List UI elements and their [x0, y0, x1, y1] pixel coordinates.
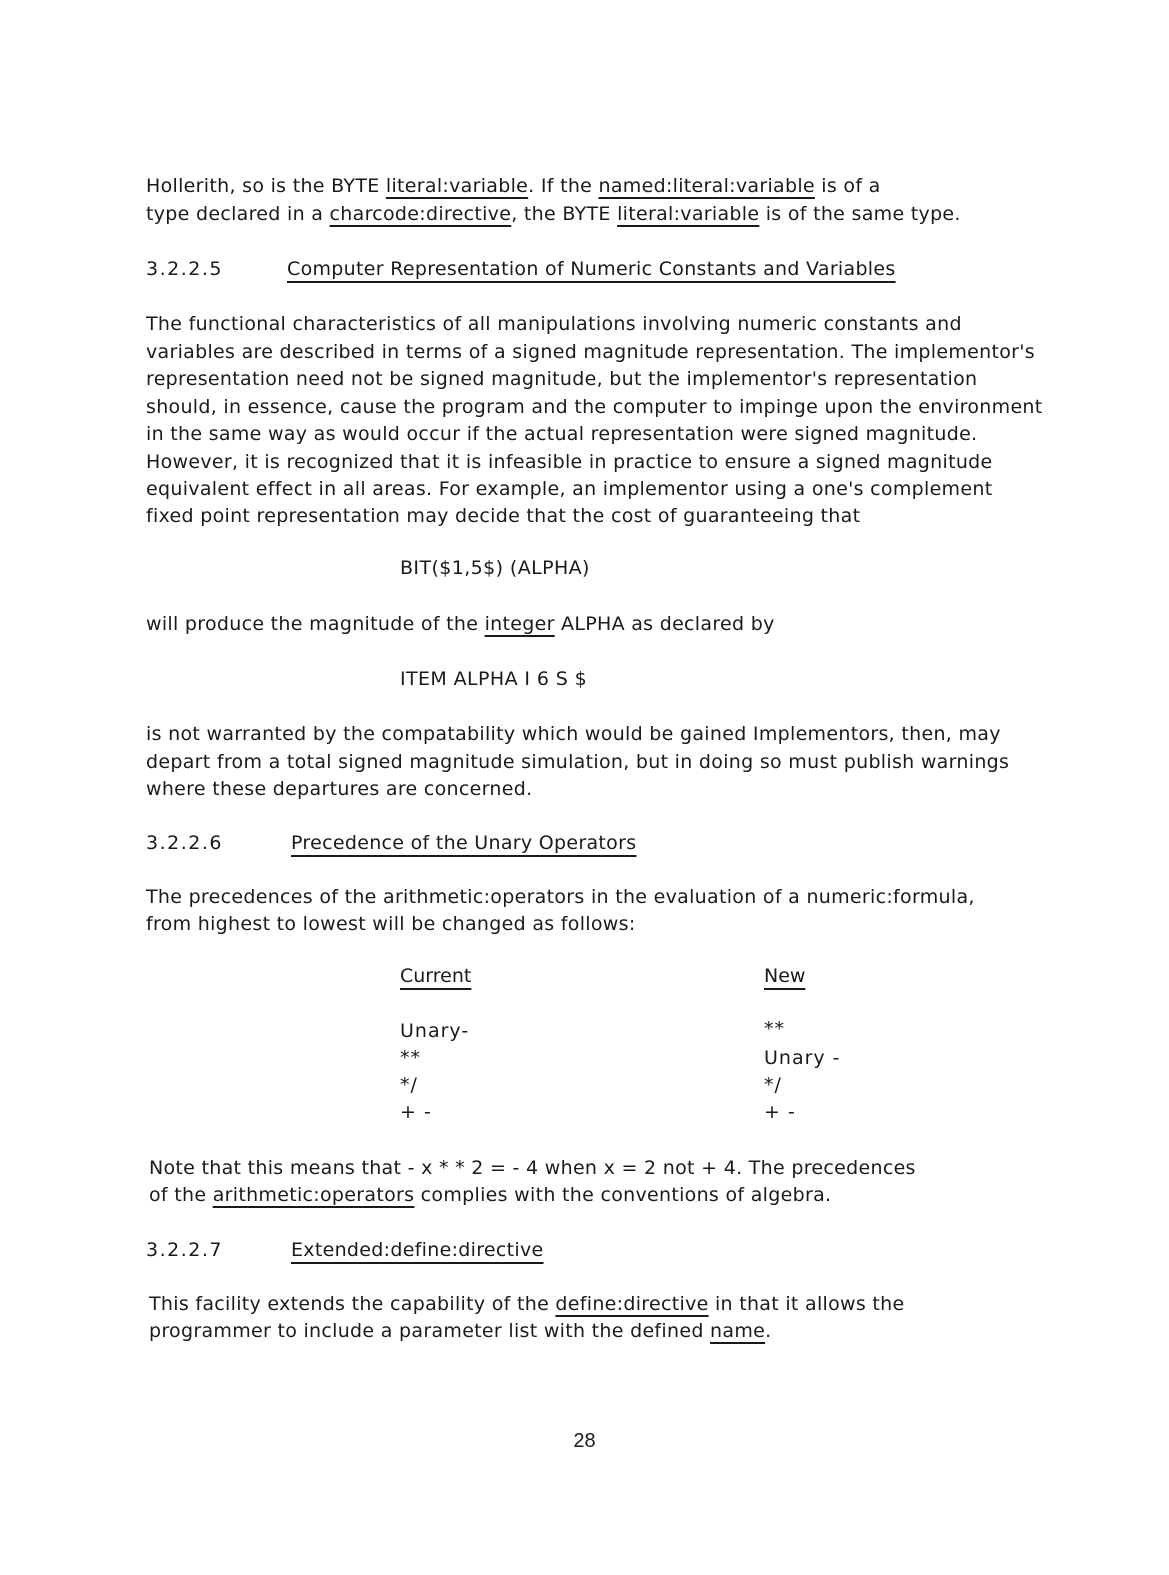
- section-number: 3.2.2.7: [146, 1239, 223, 1261]
- paragraph-line: is not warranted by the compatability which would be gained Implementors, then, may: [146, 723, 1001, 745]
- text-run: . If the: [528, 175, 599, 197]
- section-heading-3-2-2-7: [146, 1237, 666, 1267]
- paragraph-line: The precedences of the arithmetic:operators in the evaluation of a numeric:formula,: [146, 886, 975, 908]
- underlined-term: literal:variable: [617, 203, 760, 225]
- section-heading-3-2-2-6: [146, 830, 666, 860]
- section-title: Precedence of the Unary Operators: [291, 832, 637, 854]
- text-run: This facility extends the capability of the: [149, 1293, 556, 1315]
- column-header-current: Current: [400, 965, 472, 987]
- precedence-item: **: [764, 1018, 785, 1040]
- note-line-1: Note that this means that - x * * 2 = - 4 when x = 2 not + 4. The precedences: [149, 1157, 916, 1179]
- text-run: programmer to include a parameter list with the defined: [149, 1320, 711, 1342]
- paragraph-line: fixed point representation may decide that the cost of guaranteeing that: [146, 505, 861, 527]
- paragraph-line: [149, 1318, 771, 1346]
- paragraph-line: variables are described in terms of a signed magnitude representation. The implementor's: [146, 341, 1035, 363]
- text-run: is of the same type.: [759, 203, 961, 225]
- precedence-item: Unary -: [764, 1047, 841, 1069]
- text-run: ALPHA as declared by: [554, 613, 775, 635]
- text-run: , the BYTE: [511, 203, 618, 225]
- paragraph-line: [146, 611, 775, 639]
- precedence-column-current: [400, 965, 600, 1125]
- column-header-new: New: [764, 965, 806, 987]
- section-title: Extended:define:directive: [291, 1239, 544, 1261]
- text-run: complies with the conventions of algebra.: [414, 1184, 832, 1206]
- paragraph-line: representation need not be signed magnitude, but the implementor's representation: [146, 368, 978, 390]
- paragraph-line: from highest to lowest will be changed as follows:: [146, 913, 636, 935]
- precedence-column-new: [764, 965, 964, 1125]
- underlined-term: literal:variable: [385, 175, 529, 197]
- paragraph-line: The functional characteristics of all manipulations involving numeric constants and: [146, 313, 962, 335]
- section-title: Computer Representation of Numeric Constants and Variables: [287, 258, 896, 280]
- paragraph-line: should, in essence, cause the program and the computer to impinge upon the environment: [146, 396, 1043, 418]
- paragraph-line: [149, 1291, 905, 1319]
- underlined-term: charcode:directive: [329, 203, 512, 225]
- text-run: of the: [149, 1184, 213, 1206]
- text-run: .: [765, 1320, 772, 1342]
- paragraph-line: depart from a total signed magnitude simulation, but in doing so must publish warnings: [146, 751, 1010, 773]
- precedence-item: */: [400, 1074, 418, 1096]
- text-run: is of a: [814, 175, 881, 197]
- text-run: Hollerith, so is the BYTE: [146, 175, 386, 197]
- underlined-term: define:directive: [555, 1293, 709, 1315]
- paragraph-line: However, it is recognized that it is infeasible in practice to ensure a signed magnitude: [146, 451, 993, 473]
- precedence-item: **: [400, 1047, 421, 1069]
- code-example-bit: BIT($1,5$) (ALPHA): [400, 557, 590, 579]
- page-number: 28: [573, 1430, 596, 1452]
- intro-line-2: [146, 201, 961, 229]
- section-number: 3.2.2.5: [146, 258, 223, 280]
- paragraph-line: in the same way as would occur if the actual representation were signed magnitude.: [146, 423, 978, 445]
- underlined-term: integer: [484, 613, 555, 635]
- precedence-item: Unary-: [400, 1020, 470, 1042]
- text-run: in that it allows the: [708, 1293, 905, 1315]
- section-number: 3.2.2.6: [146, 832, 223, 854]
- section-heading-3-2-2-5: [146, 256, 966, 286]
- precedence-item: + -: [764, 1101, 796, 1123]
- underlined-term: named:literal:variable: [598, 175, 815, 197]
- text-run: will produce the magnitude of the: [146, 613, 485, 635]
- paragraph-line: equivalent effect in all areas. For example, an implementor using a one's complement: [146, 478, 993, 500]
- note-line-2: [149, 1182, 831, 1210]
- intro-line-1: [146, 173, 881, 201]
- underlined-term: name: [710, 1320, 766, 1342]
- precedence-item: */: [764, 1074, 782, 1096]
- code-example-item: ITEM ALPHA I 6 S $: [400, 668, 588, 690]
- underlined-term: arithmetic:operators: [212, 1184, 415, 1206]
- precedence-item: + -: [400, 1101, 432, 1123]
- paragraph-line: where these departures are concerned.: [146, 778, 533, 800]
- text-run: type declared in a: [146, 203, 330, 225]
